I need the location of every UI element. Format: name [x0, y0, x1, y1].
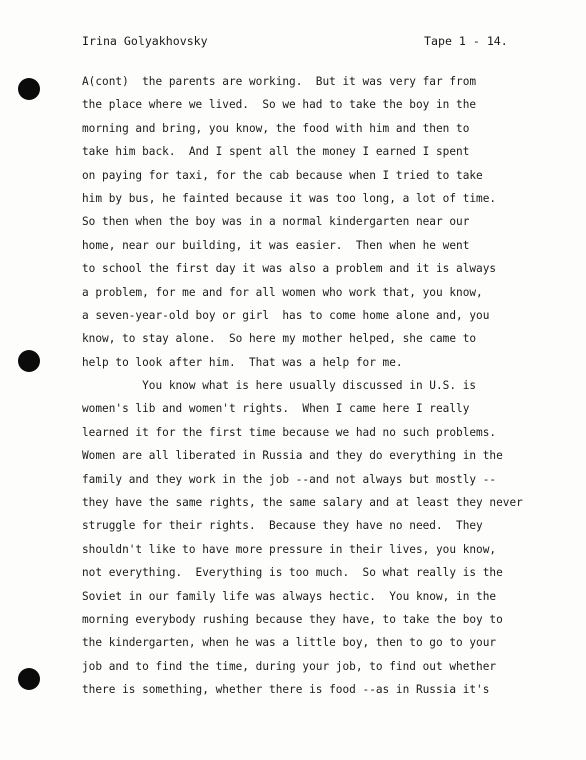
transcript-line: morning and bring, you know, the food with him and then to	[82, 121, 470, 135]
transcript-line: on paying for taxi, for the cab because when I tried to take	[82, 168, 483, 182]
transcript-line: struggle for their rights. Because they have no need. They	[82, 519, 483, 533]
transcript-line: take him back. And I spent all the money I earned I spent	[82, 145, 470, 159]
transcript-line: the place where we lived. So we had to take the boy in the	[82, 98, 477, 112]
binder-hole	[18, 668, 40, 690]
transcript-line: Soviet in our family life was always hectic. You know, in the	[82, 589, 497, 603]
transcript-line: home, near our building, it was easier. Then when he went	[82, 238, 470, 252]
transcript-line: You know what is here usually discussed in U.S. is	[82, 379, 477, 393]
transcript-line: him by bus, he fainted because it was too long, a lot of time.	[82, 191, 497, 205]
transcript-line: shouldn't like to have more pressure in their lives, you know,	[82, 542, 497, 556]
tape-page-number: Tape 1 - 14.	[424, 34, 508, 48]
transcript-line: morning everybody rushing because they have, to take the boy to	[82, 612, 503, 626]
transcript-line: to school the first day it was also a problem and it is always	[82, 262, 497, 276]
transcript-line: they have the same rights, the same salary and at least they never	[82, 496, 523, 510]
binder-hole	[18, 350, 40, 372]
interviewee-name: Irina Golyakhovsky	[82, 34, 208, 48]
transcript-line: there is something, whether there is food --as in Russia it's	[82, 683, 490, 697]
transcript-line: family and they work in the job --and not always but mostly --	[82, 472, 497, 486]
transcript-line: the kindergarten, when he was a little boy, then to go to your	[82, 636, 497, 650]
transcript-line: women's lib and women't rights. When I came here I really	[82, 402, 470, 416]
transcript-line: A(cont) the parents are working. But it was very far from	[82, 75, 477, 88]
transcript-line: a problem, for me and for all women who work that, you know,	[82, 285, 483, 299]
transcript-line: job and to find the time, during your job, to find out whether	[82, 659, 497, 673]
transcript-line: not everything. Everything is too much. So what really is the	[82, 566, 503, 580]
transcript-line: a seven-year-old boy or girl has to come home alone and, you	[82, 308, 490, 322]
transcript-line: Women are all liberated in Russia and they do everything in the	[82, 449, 503, 463]
binder-hole	[18, 78, 40, 100]
transcript-line: learned it for the first time because we had no such problems.	[82, 425, 497, 439]
transcript-body	[82, 70, 577, 702]
transcript-line: So then when the boy was in a normal kindergarten near our	[82, 215, 470, 229]
transcript-line: know, to stay alone. So here my mother helped, she came to	[82, 332, 477, 346]
transcript-line: help to look after him. That was a help for me.	[82, 355, 403, 369]
